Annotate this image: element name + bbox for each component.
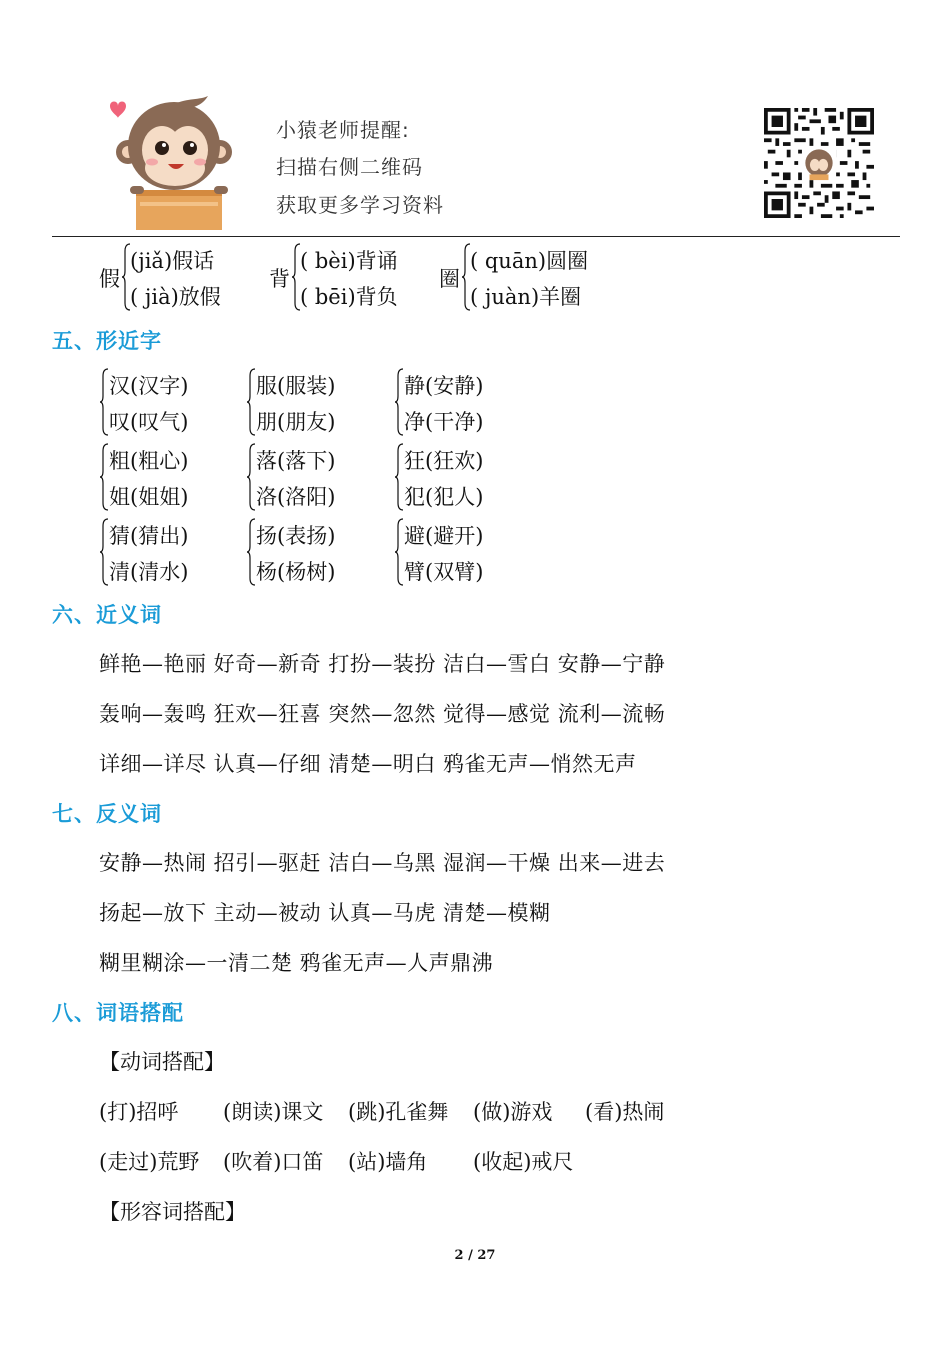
- reminder-title: 小猿老师提醒:: [276, 118, 410, 142]
- reminder-line-scan: 扫描右侧二维码: [276, 155, 423, 179]
- collocation-item: (吹着)口笛: [223, 1150, 324, 1174]
- monkey-mascot-icon: [96, 94, 256, 234]
- brace-icon: [99, 518, 109, 586]
- brace-icon: [394, 443, 404, 511]
- collocation-item: (做)游戏: [473, 1100, 553, 1124]
- char-pair-line: 犯(犯人): [404, 485, 484, 509]
- char-pair: [99, 516, 219, 588]
- brace-icon: [394, 368, 404, 436]
- collocation-item: (收起)戒尺: [473, 1150, 574, 1174]
- collocation-item: (看)热闹: [585, 1100, 665, 1124]
- char-pair-line: 猜(猜出): [109, 524, 189, 548]
- brace-icon: [246, 368, 256, 436]
- char-pair-line: 朋(朋友): [256, 410, 336, 434]
- section-title-antonyms: 七、反义词: [52, 802, 162, 826]
- char-pair-line: 杨(杨树): [256, 560, 336, 584]
- polyphone-head: 背: [269, 267, 290, 291]
- char-pair-line: 洛(洛阳): [256, 485, 336, 509]
- char-pair-line: 避(避开): [404, 524, 484, 548]
- section-title-word-collocation: 八、词语搭配: [52, 1001, 184, 1025]
- section-title-similar-chars: 五、形近字: [52, 329, 162, 353]
- brace-icon: [394, 518, 404, 586]
- section-title-synonyms: 六、近义词: [52, 603, 162, 627]
- antonym-line: 安静—热闹 招引—驱赶 洁白—乌黑 湿润—干燥 出来—进去: [99, 851, 666, 875]
- char-pair-line: 粗(粗心): [109, 449, 189, 473]
- polyphone-line: ( juàn)羊圈: [470, 285, 582, 309]
- polyphone-line: (jiǎ)假话: [130, 249, 215, 273]
- char-pair-line: 汉(汉字): [109, 374, 189, 398]
- polyphone-line: ( jià)放假: [130, 285, 221, 309]
- verb-collocation-row: [99, 1096, 799, 1126]
- char-pair: [394, 516, 514, 588]
- polyphone-line: ( bèi)背诵: [300, 249, 398, 273]
- collocation-item: (跳)孔雀舞: [348, 1100, 449, 1124]
- reminder-line-materials: 获取更多学习资料: [276, 193, 444, 217]
- antonym-line: 糊里糊涂—一清二楚 鸦雀无声—人声鼎沸: [99, 951, 494, 975]
- char-pair-line: 服(服装): [256, 374, 336, 398]
- char-pair-line: 狂(狂欢): [404, 449, 484, 473]
- page-number: 2 / 27: [454, 1248, 496, 1263]
- brace-icon: [99, 443, 109, 511]
- char-pair: [394, 366, 514, 438]
- collocation-item: (走过)荒野: [99, 1150, 200, 1174]
- page-header: [0, 0, 950, 240]
- polyphone-head: 圈: [439, 267, 460, 291]
- char-pair: [99, 441, 219, 513]
- char-pair-line: 臂(双臂): [404, 560, 484, 584]
- verb-collocation-row: [99, 1146, 799, 1176]
- char-pair-line: 落(落下): [256, 449, 336, 473]
- polyphone-line: ( bēi)背负: [300, 285, 398, 309]
- char-pair: [394, 441, 514, 513]
- char-pair-line: 扬(表扬): [256, 524, 336, 548]
- brace-icon: [99, 368, 109, 436]
- char-pair-line: 静(安静): [404, 374, 484, 398]
- char-pair-line: 净(干净): [404, 410, 484, 434]
- brace-icon: [246, 443, 256, 511]
- char-pair: [246, 441, 366, 513]
- polyphone-head: 假: [99, 267, 120, 291]
- synonym-line: 详细—详尽 认真—仔细 清楚—明白 鸦雀无声—悄然无声: [99, 752, 637, 776]
- char-pair-line: 叹(叹气): [109, 410, 189, 434]
- char-pair: [246, 516, 366, 588]
- brace-icon: [246, 518, 256, 586]
- adjective-collocation-heading: 【形容词搭配】: [99, 1200, 246, 1224]
- verb-collocation-heading: 【动词搭配】: [99, 1050, 225, 1074]
- polyphone-group-quan: [439, 241, 599, 313]
- collocation-item: (站)墙角: [348, 1150, 428, 1174]
- polyphone-line: ( quān)圆圈: [470, 249, 589, 273]
- char-pair-line: 清(清水): [109, 560, 189, 584]
- collocation-item: (朗读)课文: [223, 1100, 324, 1124]
- header-divider: [52, 236, 900, 237]
- antonym-line: 扬起—放下 主动—被动 认真—马虎 清楚—模糊: [99, 901, 551, 925]
- char-pair: [99, 366, 219, 438]
- synonym-line: 鲜艳—艳丽 好奇—新奇 打扮—装扮 洁白—雪白 安静—宁静: [99, 652, 666, 676]
- collocation-item: (打)招呼: [99, 1100, 179, 1124]
- char-pair: [246, 366, 366, 438]
- synonym-line: 轰响—轰鸣 狂欢—狂喜 突然—忽然 觉得—感觉 流利—流畅: [99, 702, 666, 726]
- polyphone-group-jia: [99, 241, 239, 313]
- qr-code-icon[interactable]: [764, 108, 874, 218]
- char-pair-line: 姐(姐姐): [109, 485, 189, 509]
- polyphone-group-bei: [269, 241, 409, 313]
